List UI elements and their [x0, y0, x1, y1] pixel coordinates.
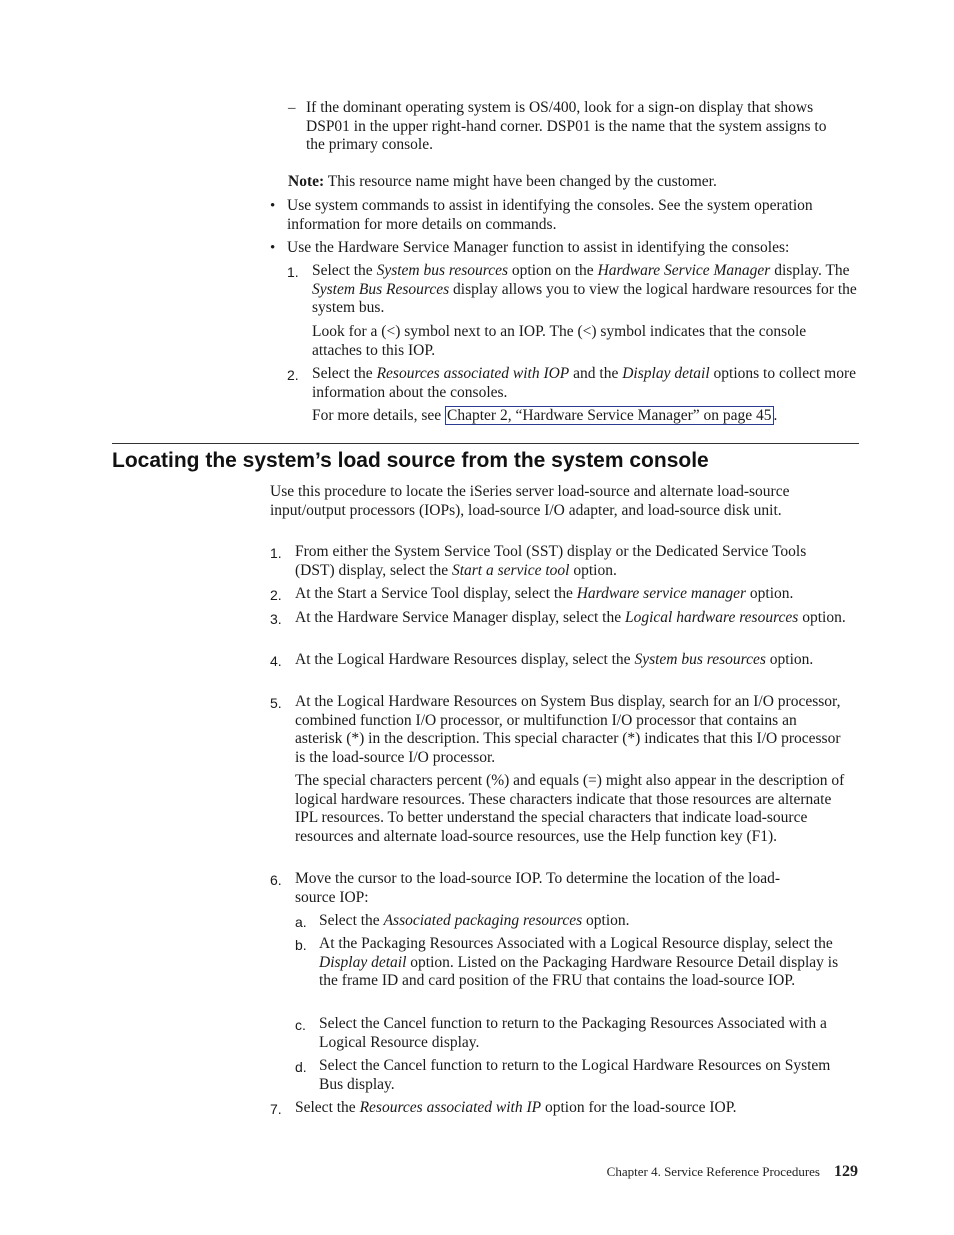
- text: From either the System Service Tool (SST) display or the Dedicated Service Tools (DST) display, select the: [295, 543, 807, 579]
- step-6: Move the cursor to the load-source IOP. To determine the location of the load-source IOP:: [295, 870, 781, 906]
- bullet-glyph: •: [270, 198, 276, 214]
- section-rule: [112, 443, 859, 444]
- note: [288, 173, 848, 192]
- option-name: Display detail: [319, 953, 407, 971]
- bullet-item: Use the Hardware Service Manager function to assist in identifying the consoles:: [287, 239, 790, 256]
- step-2: [295, 585, 855, 604]
- option-name: Logical hardware resources: [624, 609, 799, 626]
- step-5: At the Logical Hardware Resources on System Bus display, search for an I/O processor, combined function I/O processor, or multifunction I/O processor that contains an asterisk (*) in the description. This special character (*) indicates that this I/O processor is the load-source I/O processor.: [295, 693, 841, 766]
- option-name: Start a service tool: [451, 561, 570, 579]
- text: At the Start a Service Tool display, select the: [295, 585, 577, 602]
- text: options to collect more information about the consoles.: [312, 365, 856, 401]
- sub-step-letter: b.: [295, 937, 307, 953]
- text: Select the: [312, 262, 377, 279]
- step-number: 1.: [270, 545, 282, 561]
- display-name: Hardware Service Manager: [597, 262, 771, 279]
- section-intro: Use this procedure to locate the iSeries server load-source and alternate load-source input/output processors (IOPs), load-source I/O adapter, and load-source disk unit.: [270, 483, 790, 519]
- sub-step-1-note: Look for a (<) symbol next to an IOP. The (<) symbol indicates that the console attaches to this IOP.: [312, 323, 807, 359]
- sub-step-2-reference: [312, 407, 862, 426]
- sub-step-2: [312, 365, 862, 402]
- step-number: 4.: [270, 653, 282, 669]
- footer-chapter: Chapter 4. Service Reference Procedures: [606, 1164, 820, 1179]
- page-footer: [607, 1163, 858, 1182]
- option-name: Resources associated with IP: [359, 1099, 542, 1116]
- text: .: [773, 407, 778, 424]
- text: display allows you to view the logical hardware resources for the system bus.: [312, 280, 857, 317]
- step-number: 2.: [270, 587, 282, 603]
- dash-paragraph: If the dominant operating system is OS/400, look for a sign-on display that shows DSP01 in the upper right-hand corner. DSP01 is the name that the system assigns to the primary console.: [306, 99, 827, 154]
- sub-step-1: [312, 262, 862, 318]
- step-1: [295, 543, 840, 580]
- chapter-2-link[interactable]: Chapter 2, “Hardware Service Manager” on page 45: [447, 407, 772, 424]
- step-7: [295, 1099, 845, 1118]
- option-name: System bus resources: [634, 651, 766, 668]
- text: and the: [569, 365, 623, 382]
- sub-step-letter: a.: [295, 914, 307, 930]
- sub-step-letter: c.: [295, 1017, 306, 1033]
- section-heading: Locating the system’s load source from the system console: [112, 449, 709, 472]
- text: option.: [798, 609, 846, 626]
- option-name: Resources associated with IOP: [376, 365, 570, 382]
- step-6c: Select the Cancel function to return to the Packaging Resources Associated with a Logical Resource display.: [319, 1015, 827, 1051]
- page-number: 129: [834, 1163, 858, 1180]
- text: option.: [569, 561, 617, 579]
- text: Select the: [319, 912, 384, 929]
- option-name: Associated packaging resources: [383, 912, 583, 929]
- text: display. The: [770, 262, 850, 279]
- sub-step-number: 1.: [287, 264, 299, 280]
- note-label: Note:: [288, 173, 325, 190]
- text: For more details, see: [312, 407, 446, 424]
- step-4: [295, 651, 835, 670]
- text: At the Hardware Service Manager display, select the: [295, 609, 625, 626]
- text: At the Logical Hardware Resources display, select the: [295, 651, 635, 668]
- text: Select the: [295, 1099, 360, 1116]
- step-number: 5.: [270, 695, 282, 711]
- text: option.: [765, 651, 814, 668]
- text: option. Listed on the Packaging Hardware Resource Detail display is the frame ID and card position of the FRU that contains the load-source IOP.: [319, 953, 839, 990]
- text: Select the: [312, 365, 377, 382]
- sub-step-letter: d.: [295, 1059, 307, 1075]
- step-6a: [319, 912, 849, 931]
- step-6d: Select the Cancel function to return to the Logical Hardware Resources on System Bus display.: [319, 1057, 831, 1093]
- text: option on the: [508, 262, 598, 279]
- text: option.: [582, 912, 630, 929]
- bullet-item: Use system commands to assist in identifying the consoles. See the system operation information for more details on commands.: [287, 197, 813, 233]
- step-3: [295, 609, 850, 628]
- step-number: 3.: [270, 611, 282, 627]
- step-number: 7.: [270, 1101, 282, 1117]
- text: At the Packaging Resources Associated with a Logical Resource display, select the: [319, 935, 833, 952]
- option-name: Hardware service manager: [576, 585, 747, 602]
- option-name: Display detail: [622, 365, 710, 382]
- step-6b: [319, 935, 854, 991]
- bullet-glyph: •: [270, 240, 276, 256]
- option-name: System bus resources: [376, 262, 509, 279]
- step-5-detail: The special characters percent (%) and equals (=) might also appear in the description of logical hardware resources. These characters indicate that those resources are alternate IPL resources. To better understand the special characters that indicate load-source resources and alternate load-source resources, use the Help function key (F1).: [295, 772, 845, 845]
- text: option.: [746, 585, 794, 602]
- dash-marker: –: [288, 100, 296, 116]
- display-name: System Bus Resources: [312, 280, 450, 298]
- note-text: This resource name might have been changed by the customer.: [327, 173, 717, 190]
- text: option for the load-source IOP.: [541, 1099, 737, 1116]
- step-number: 6.: [270, 872, 282, 888]
- sub-step-number: 2.: [287, 367, 299, 383]
